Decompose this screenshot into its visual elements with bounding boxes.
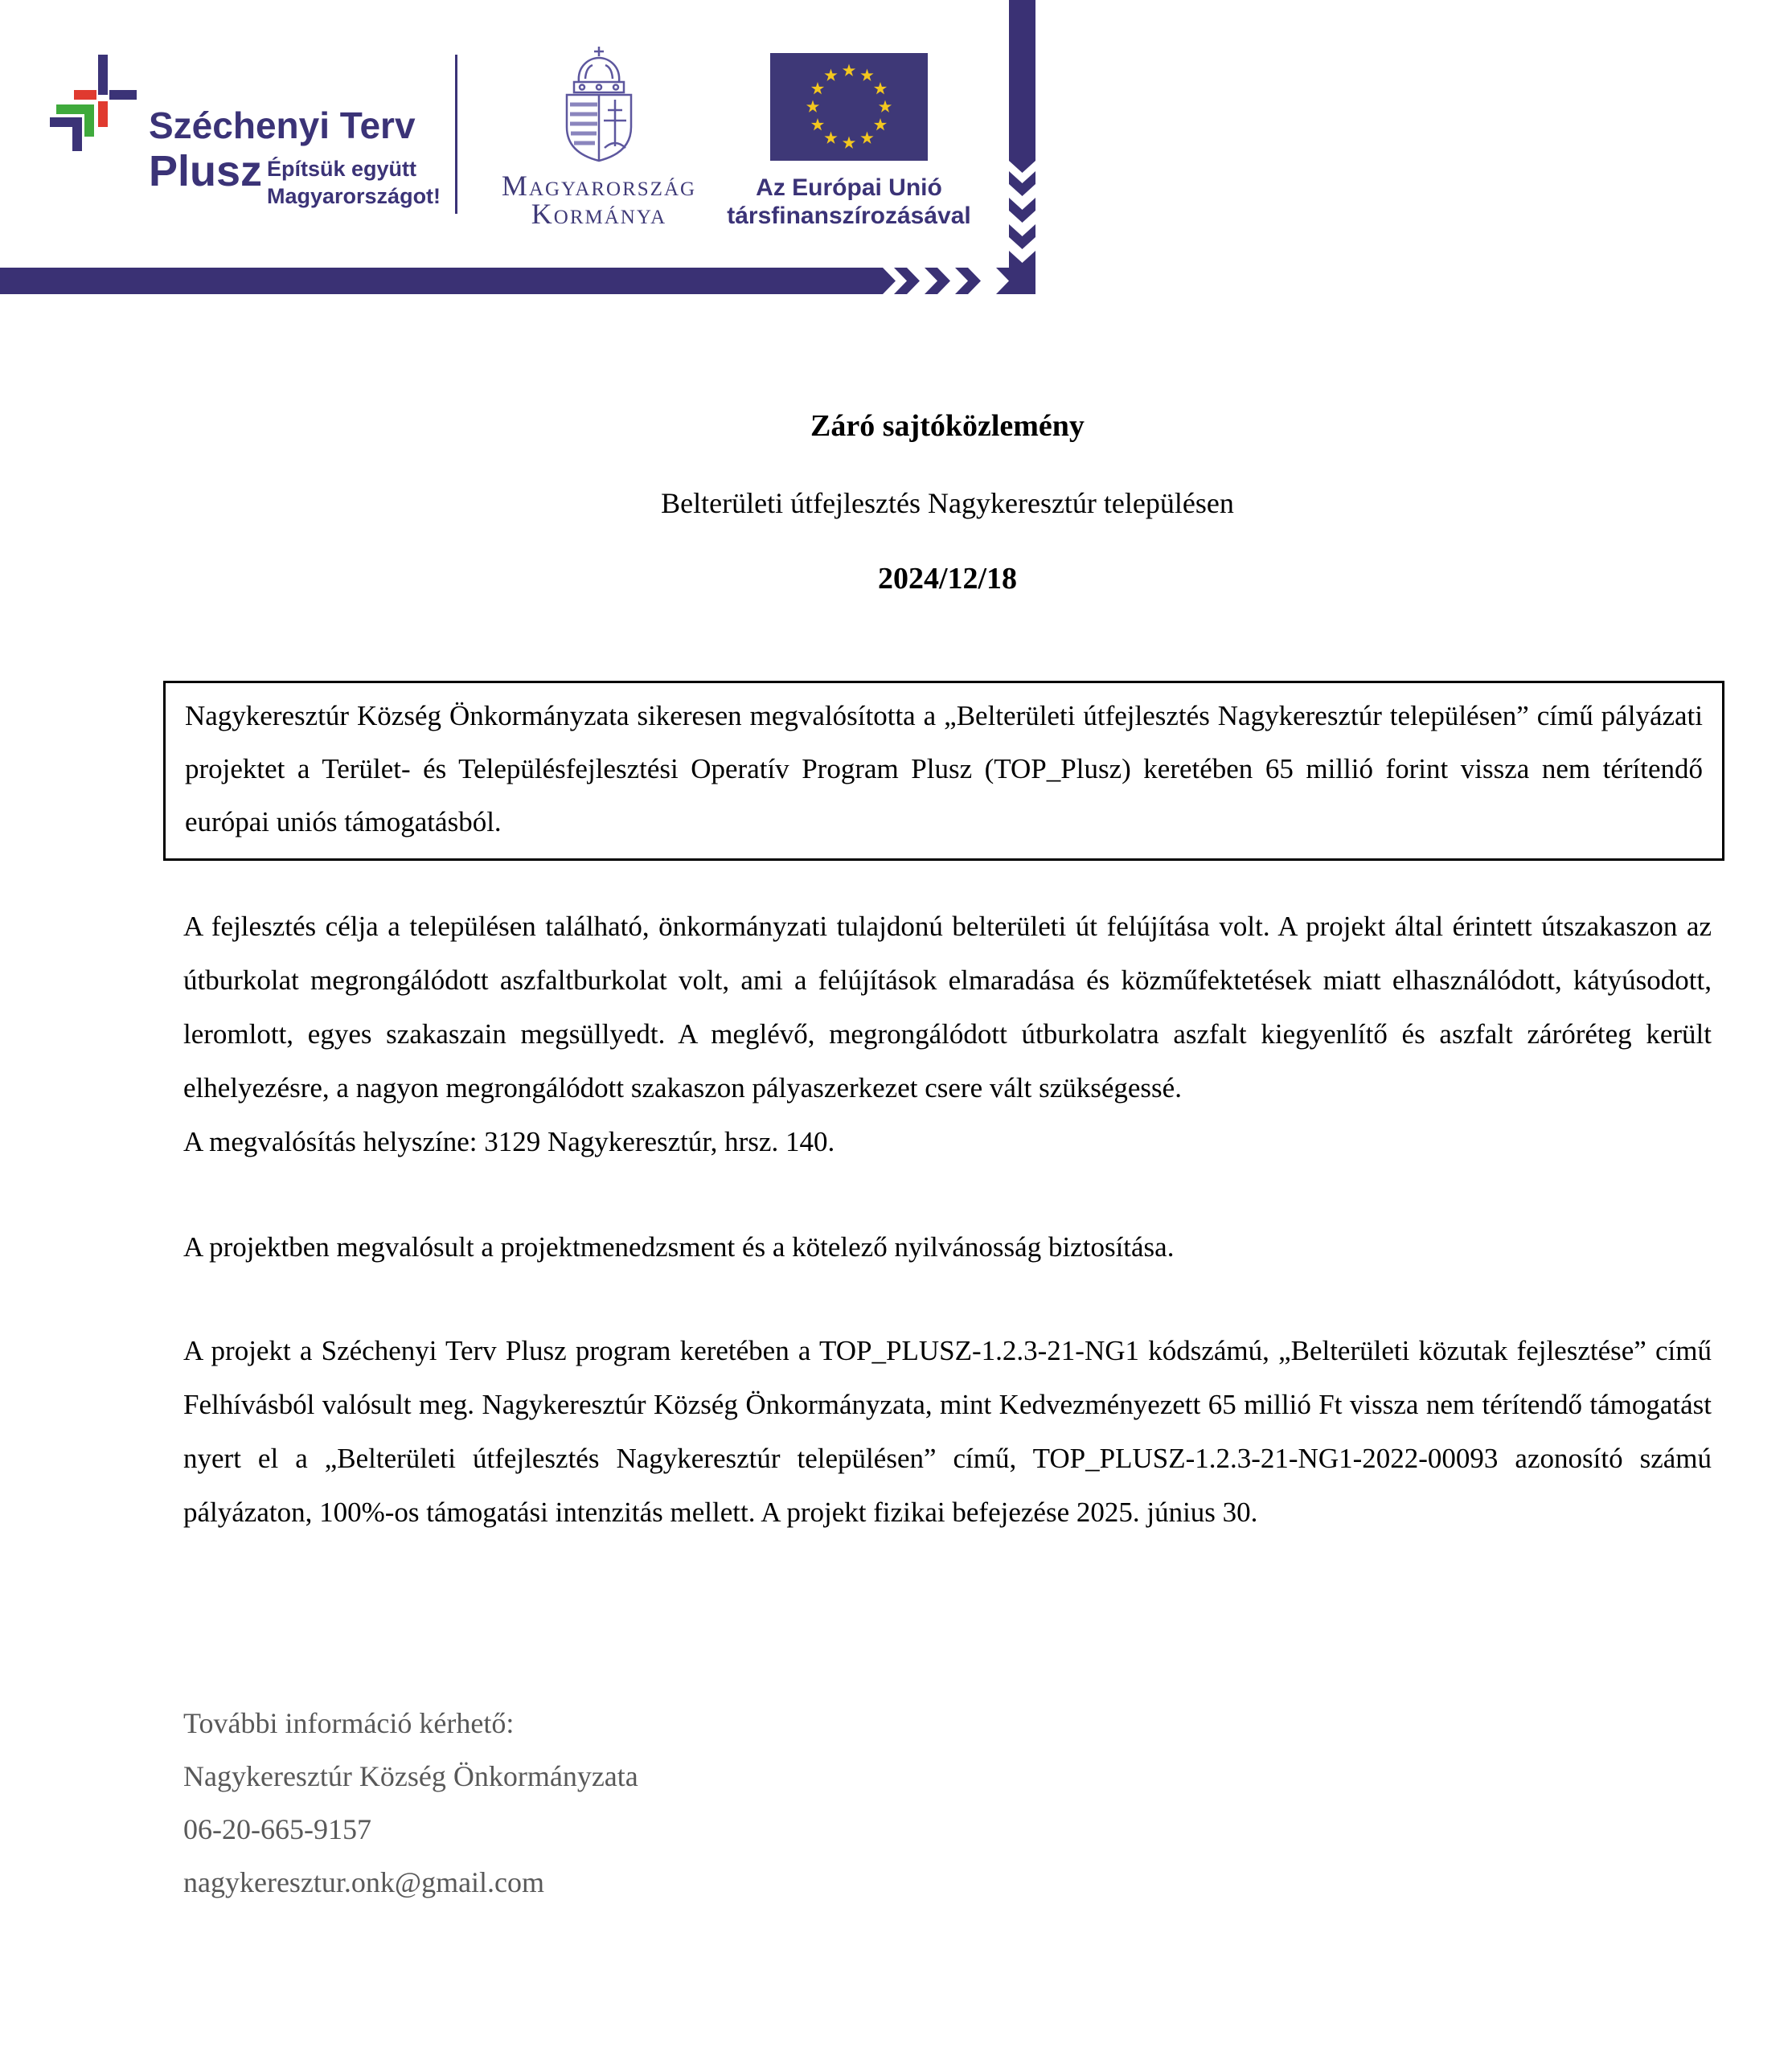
contact-heading: További információ kérhető:	[183, 1707, 515, 1739]
eu-caption-line2: társfinanszírozásával	[727, 203, 971, 229]
contact-email: nagykeresztur.onk@gmail.com	[183, 1866, 545, 1898]
contact-organization: Nagykeresztúr Község Önkormányzata	[183, 1760, 638, 1792]
paragraph-funding-details: A projekt a Széchenyi Terv Plusz program keretében a TOP_PLUSZ-1.2.3-21-NG1 kódszámú, „Belterületi közutak fejlesztése” című Felhívásból valósult meg. Nagykeresztúr Község Önkormányzata, mint Kedvezményezett 65 millió Ft vissza nem térítendő támogatást nyert el a „Belterületi útfejlesztés Nagykeresztúr településen” című, TOP_PLUSZ-1.2.3-21-NG1-2022-00093 azonosító számú pályázaton, 100%-os támogatási intenzitás mellett. A projekt fizikai befejezése 2025. június 30.	[183, 1335, 1712, 1528]
page-subtitle: Belterületi útfejlesztés Nagykeresztúr településen	[661, 487, 1234, 519]
page-title: Záró sajtóközlemény	[810, 409, 1085, 443]
contact-phone: 06-20-665-9157	[183, 1813, 371, 1845]
release-date: 2024/12/18	[877, 562, 1018, 596]
szechenyi-plusz-logo-icon	[50, 55, 137, 151]
szechenyi-wordmark-line1: Széchenyi Terv	[149, 104, 416, 146]
eu-caption-line1: Az Európai Unió	[756, 174, 942, 201]
government-name-line1: Magyarország	[501, 170, 697, 202]
government-name-line2: Kormánya	[531, 198, 667, 230]
szechenyi-wordmark-line2: Plusz	[149, 147, 263, 195]
paragraph-project-management: A projektben megvalósult a projektmenedzsment és a kötelező nyilvánosság biztosítása.	[183, 1231, 1175, 1263]
szechenyi-tagline-line1: Építsük együtt	[267, 157, 417, 181]
paragraph-location: A megvalósítás helyszíne: 3129 Nagykeresztúr, hrsz. 140.	[183, 1126, 835, 1157]
contact-block	[183, 1697, 1712, 1909]
lead-summary-box: Nagykeresztúr Község Önkormányzata sikeresen megvalósította a „Belterületi útfejlesztés Nagykeresztúr településen” című pályázati projektet a Terület- és Településfejlesztési Operatív Program Plusz (TOP_Plusz) keretében 65 millió forint vissza nem térítendő európai uniós támogatásból.	[163, 681, 1724, 861]
document-body	[183, 0, 1712, 1909]
paragraph-development-goal: A fejlesztés célja a településen található, önkormányzati tulajdonú belterületi út felújítása volt. A projekt által érintett útszakaszon az útburkolat megrongálódott aszfaltburkolat volt, ami a felújítások elmaradása és közműfektetések miatt elhasználódott, kátyúsodott, leromlott, egyes szakaszain megsüllyedt. A meglévő, megrongálódott útburkolatra aszfalt kiegyenlítő és aszfalt záróréteg került elhelyezésre, a nagyon megrongálódott szakaszon pályaszerkezet csere vált szükségessé.	[183, 911, 1712, 1104]
szechenyi-tagline-line2: Magyarországot!	[267, 184, 441, 208]
